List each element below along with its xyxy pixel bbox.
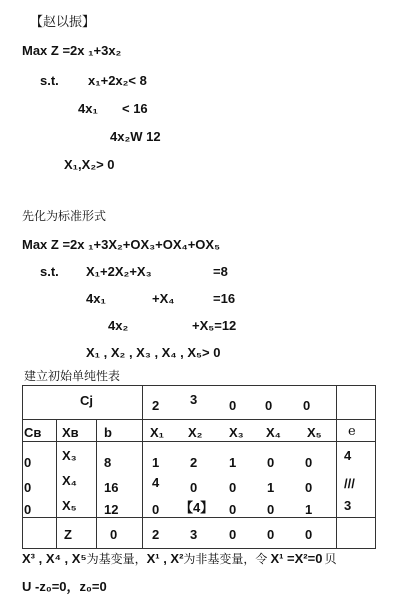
nonbasic-assignment: X¹ =X²=0 — [270, 551, 323, 566]
z-x3: 0 — [229, 527, 237, 542]
row3-x1: 0 — [152, 502, 160, 517]
z-x5: 0 — [305, 527, 313, 542]
cj-x2: 3 — [190, 392, 198, 407]
header-x3: X₃ — [229, 425, 244, 440]
header-cb: Cʙ — [24, 425, 42, 440]
basic-variables: X³ , X⁴ , X⁵ — [22, 551, 87, 566]
basic-variables-text: 为基变量， — [86, 552, 147, 566]
cj-x1: 2 — [152, 398, 160, 413]
row3-x5: 1 — [305, 502, 313, 517]
standard-c1-lhs: X₁+2X₂+X₃ — [86, 264, 152, 279]
header-x1: X₁ — [150, 425, 165, 440]
footer-line-2: U -z₀=0，z₀=0 — [22, 579, 107, 594]
row1-x5: 0 — [305, 455, 313, 470]
standard-st-label: s.t. — [40, 264, 59, 279]
header-xb: Xʙ — [62, 425, 79, 440]
cj-label: Cj — [80, 393, 93, 408]
row1-x2: 2 — [190, 455, 198, 470]
constraint-2-lhs: 4x₁ — [78, 101, 98, 116]
cj-x5: 0 — [303, 398, 311, 413]
row1-theta: 4 — [344, 448, 352, 463]
footer-trailing: 贝 — [324, 552, 337, 566]
z-label: Z — [64, 527, 72, 542]
standard-c2-lhs: 4x₁ — [86, 291, 106, 306]
st-label: s.t. — [40, 73, 59, 88]
row3-x3: 0 — [229, 502, 237, 517]
row2-theta: /// — [344, 476, 355, 491]
cj-x3: 0 — [229, 398, 237, 413]
footer-line-1 — [22, 552, 336, 565]
header-x4: X₄ — [266, 425, 281, 440]
constraint-1: x₁+2x₂< 8 — [88, 73, 147, 88]
row2-x3: 0 — [229, 480, 237, 495]
standard-c3-rhs: +X₅=12 — [192, 318, 237, 333]
cj-x4: 0 — [265, 398, 273, 413]
row3-theta: 3 — [344, 498, 352, 513]
z-x2: 3 — [190, 527, 198, 542]
row2-x4: 1 — [267, 480, 275, 495]
standard-nonnegativity: X₁ , X₂ , X₃ , X₄ , X₅> 0 — [86, 345, 221, 360]
nonbasic-variables-text: 为非基变量，令 — [183, 552, 268, 566]
row2-x1: 4 — [152, 475, 160, 490]
row3-x2-pivot: 【4】 — [180, 500, 214, 515]
standard-c2-rhs: =16 — [213, 291, 236, 306]
header-theta: e — [348, 424, 356, 439]
row1-x1: 1 — [152, 455, 160, 470]
constraint-3: 4x₂W 12 — [110, 129, 161, 144]
standard-c1-rhs: =8 — [213, 264, 228, 279]
row2-b: 16 — [104, 480, 119, 495]
nonbasic-variables: X¹ , X² — [146, 551, 184, 566]
objective-function: Max Z =2x ₁+3x₂ — [22, 43, 122, 58]
simplex-table-title: 建立初始单纯性表 — [24, 369, 121, 383]
row1-x3: 1 — [229, 455, 237, 470]
standard-objective: Max Z =2x ₁+3X₂+OX₃+OX₄+OX₅ — [22, 237, 221, 252]
z-b: 0 — [110, 527, 118, 542]
row2-x5: 0 — [305, 480, 313, 495]
header-b: b — [104, 425, 112, 440]
row3-xb: X₅ — [62, 498, 77, 513]
row3-x4: 0 — [267, 502, 275, 517]
row1-xb: X₃ — [62, 448, 77, 463]
nonnegativity: X₁,X₂> 0 — [64, 157, 115, 172]
z-x1: 2 — [152, 527, 160, 542]
z-x4: 0 — [267, 527, 275, 542]
row1-cb: 0 — [24, 455, 32, 470]
header-x2: X₂ — [188, 425, 203, 440]
row2-x2: 0 — [190, 480, 198, 495]
standard-c3-lhs: 4x₂ — [108, 318, 129, 333]
row3-b: 12 — [104, 502, 119, 517]
simplex-table — [22, 385, 376, 549]
row1-b: 8 — [104, 455, 112, 470]
heading: 【赵以振】 — [30, 15, 96, 30]
row3-cb: 0 — [24, 502, 32, 517]
row2-cb: 0 — [24, 480, 32, 495]
row2-xb: X₄ — [62, 473, 77, 488]
standard-c2-mid: +X₄ — [152, 291, 175, 306]
standard-form-title: 先化为标准形式 — [22, 209, 107, 223]
row1-x4: 0 — [267, 455, 275, 470]
header-x5: X₅ — [307, 425, 322, 440]
constraint-2-rhs: < 16 — [122, 101, 148, 116]
